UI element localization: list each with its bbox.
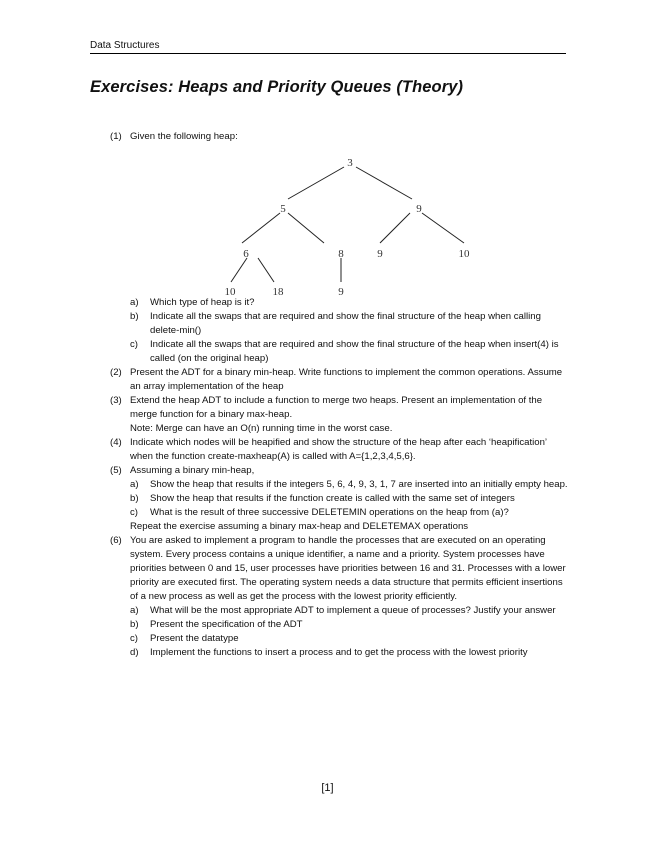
edge-9-9	[380, 213, 410, 243]
subitem-1a	[130, 296, 570, 310]
exercise-5	[110, 464, 570, 534]
running-header: Data Structures	[90, 40, 566, 54]
heap-node: 18	[272, 286, 284, 296]
exercise-text: You are asked to implement a program to handle the processes that are executed on an operating system. Every process contains a unique identifier, a name and a priority. System processes have priorities between 0 and 15, user processes have priorities between 16 and 31. Processes with a lower priority are executed first. The operating system needs a data structure that permits efficient insertions of a new process as well as get the process with the lowest priority efficiently.	[130, 535, 566, 602]
exercise-3	[110, 394, 570, 436]
subitem-label: b)	[130, 619, 139, 630]
exercise-text: Assuming a binary min-heap,	[130, 465, 255, 476]
subitem-6b	[130, 618, 570, 632]
exercise-6	[110, 534, 570, 660]
edge-5-8	[288, 213, 324, 243]
exercise-number: (2)	[110, 367, 122, 378]
heap-tree-svg	[130, 146, 530, 296]
exercise-text: Given the following heap:	[130, 131, 238, 142]
subitem-5c	[130, 506, 570, 520]
edge-5-6	[242, 213, 280, 243]
subitem-6c	[130, 632, 570, 646]
subitem-text: What will be the most appropriate ADT to implement a queue of processes? Justify your answer	[150, 605, 556, 616]
edge-6-10	[231, 258, 247, 282]
edge-6-18	[258, 258, 274, 282]
exercise-number: (3)	[110, 395, 122, 406]
heap-diagram	[130, 146, 530, 296]
exercise-text: Indicate which nodes will be heapified and show the structure of the heap after each ‘heapification’ when the function create-maxheap(A) is called with A={1,2,3,4,5,6}.	[130, 437, 547, 462]
subitem-5a	[130, 478, 570, 492]
exercise-2	[110, 366, 570, 394]
subitem-label: a)	[130, 605, 139, 616]
heap-node-root: 3	[347, 157, 353, 169]
heap-node: 9	[338, 286, 344, 296]
subitem-6d	[130, 646, 570, 660]
exercise-followup: Repeat the exercise assuming a binary max-heap and DELETEMAX operations	[130, 521, 469, 532]
subitem-label: c)	[130, 507, 138, 518]
subitem-text: Implement the functions to insert a process and to get the process with the lowest priority	[150, 647, 528, 658]
heap-node: 6	[243, 248, 249, 260]
edge-3-5	[288, 167, 344, 199]
subitem-text: Indicate all the swaps that are required and show the final structure of the heap when calling delete-min()	[150, 311, 541, 336]
edge-9-10	[422, 213, 464, 243]
exercise-text: Present the ADT for a binary min-heap. Write functions to implement the common operations. Assume an array implementation of the heap	[130, 367, 563, 392]
exercise-1	[110, 130, 570, 366]
exercise-number: (1)	[110, 131, 122, 142]
heap-node: 9	[416, 203, 422, 215]
subitem-label: b)	[130, 311, 139, 322]
exercise-4	[110, 436, 570, 464]
heap-node: 10	[224, 286, 236, 296]
subitem-text: Show the heap that results if the function create is called with the same set of integers	[150, 493, 515, 504]
subitem-5b	[130, 492, 570, 506]
exercise-text: Extend the heap ADT to include a function to merge two heaps. Present an implementation of the merge function for a binary max-heap.	[130, 395, 543, 420]
subitem-text: Present the datatype	[150, 633, 239, 644]
heap-node: 8	[338, 248, 344, 260]
subitem-text: Which type of heap is it?	[150, 297, 255, 308]
subitem-label: c)	[130, 633, 138, 644]
subitem-label: b)	[130, 493, 139, 504]
page-title: Exercises: Heaps and Priority Queues (Theory)	[90, 78, 464, 96]
subitem-text: What is the result of three successive DELETEMIN operations on the heap from (a)?	[150, 507, 509, 518]
exercise-list	[110, 130, 570, 660]
subitem-label: d)	[130, 647, 139, 658]
subitem-text: Indicate all the swaps that are required and show the final structure of the heap when insert(4) is called (on the original heap)	[150, 339, 559, 364]
edge-3-9	[356, 167, 412, 199]
subitem-label: a)	[130, 479, 139, 490]
exercise-number: (5)	[110, 465, 122, 476]
subitem-text: Show the heap that results if the integers 5, 6, 4, 9, 3, 1, 7 are inserted into an initially empty heap.	[150, 479, 568, 490]
subitem-1c	[130, 338, 570, 366]
exercise-number: (4)	[110, 437, 122, 448]
heap-node: 9	[377, 248, 383, 260]
subitem-6a	[130, 604, 570, 618]
subitem-label: c)	[130, 339, 138, 350]
exercise-note: Note: Merge can have an O(n) running time in the worst case.	[130, 423, 393, 434]
subitem-label: a)	[130, 297, 139, 308]
heap-node: 5	[280, 203, 286, 215]
page-number: [1]	[321, 782, 334, 794]
subitem-text: Present the specification of the ADT	[150, 619, 303, 630]
subitem-1b	[130, 310, 570, 338]
exercise-number: (6)	[110, 535, 122, 546]
heap-node: 10	[458, 248, 470, 260]
